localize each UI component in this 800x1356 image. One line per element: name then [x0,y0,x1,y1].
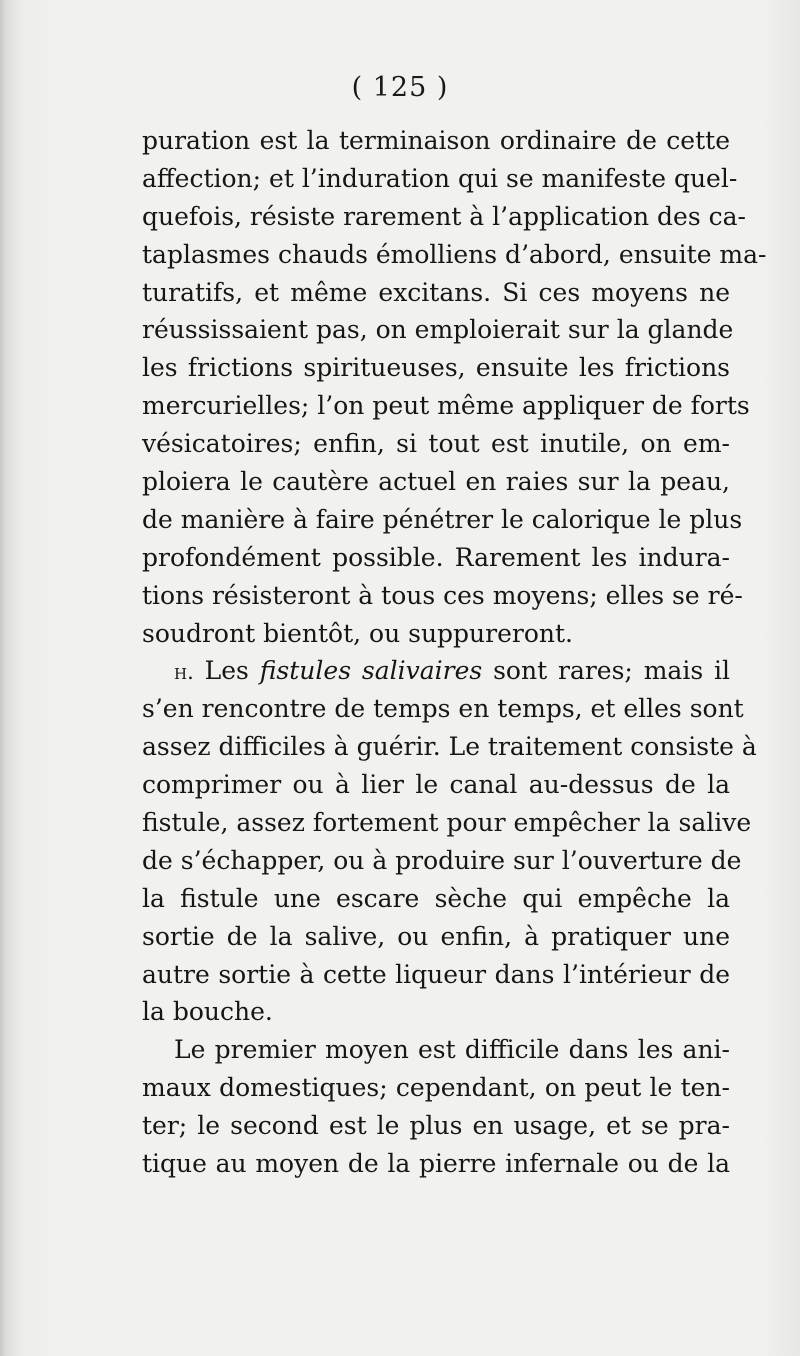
text-line: quefois, résiste rarement à l’application des ca- [142,201,746,231]
text-line: la bouche. [142,997,273,1027]
section-h-italic-term: fistules salivaires [259,656,483,686]
text-line: ter; le second est le plus en usage, et se pra- [142,1111,730,1141]
text-line: vésicatoires; enfin, si tout est inutile, on em- [142,429,730,459]
text-line: comprimer ou à lier le canal au-dessus de la [142,770,730,800]
text-line: de s’échapper, ou à produire sur l’ouverture de [142,845,742,875]
section-marker: h. [174,660,194,685]
text-line: Le premier moyen est difficile dans les ani- [174,1035,730,1065]
section-h-pre: Les [204,656,249,686]
text-line: turatifs, et même excitans. Si ces moyens ne [142,277,730,307]
text-line: assez difficiles à guérir. Le traitement consiste à [142,732,757,762]
text-line: sortie de la salive, ou enfin, à pratiquer une [142,921,730,951]
text-line: fistule, assez fortement pour empêcher la salive [142,808,752,838]
page-number: ( 125 ) [351,72,449,103]
text-line: tions résisteront à tous ces moyens; elles se ré- [142,580,743,610]
text-line: affection; et l’induration qui se manifeste quel- [142,163,738,193]
text-line: taplasmes chauds émolliens d’abord, ensuite ma- [142,239,767,269]
text-line: autre sortie à cette liqueur dans l’intérieur de [142,959,730,989]
text-line: puration est la terminaison ordinaire de cette [142,126,730,155]
text-line: profondément possible. Rarement les indura- [142,542,730,572]
text-line: mercurielles; l’on peut même appliquer de forts [142,391,750,421]
text-line: s’en rencontre de temps en temps, et elles sont [142,694,744,724]
text-line: soudront bientôt, ou suppureront. [142,618,573,648]
section-h-post: sont rares; mais il [493,656,731,686]
text-line: maux domestiques; cependant, on peut le ten- [142,1073,730,1103]
text-line: réussissaient pas, on emploierait sur la glande [142,315,734,345]
text-line: la fistule une escare sèche qui empêche la [142,883,730,913]
section-h-heading-line [142,652,730,690]
body-text [142,122,767,1183]
text-line: de manière à faire pénétrer le calorique le plus [142,504,743,534]
text-line: ploiera le cautère actuel en raies sur la peau, [142,467,730,497]
text-line: tique au moyen de la pierre infernale ou de la [142,1149,730,1179]
text-line: les frictions spiritueuses, ensuite les frictions [142,353,730,383]
